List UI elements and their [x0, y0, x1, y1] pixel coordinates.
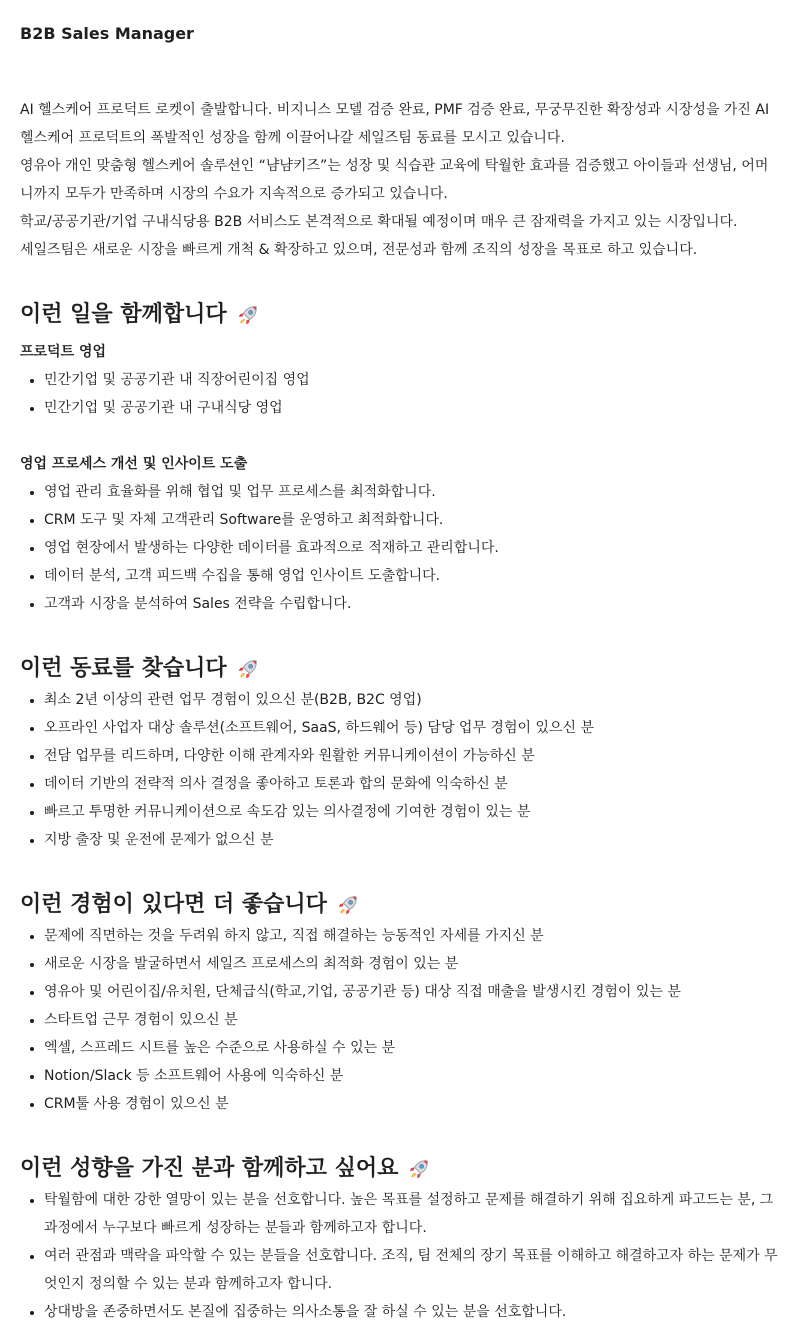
section-heading [20, 888, 780, 922]
list-item: 고객과 시장을 분석하여 Sales 전략을 수립합니다. [20, 590, 780, 618]
bullet-list [20, 366, 780, 422]
list-item: 전담 업무를 리드하며, 다양한 이해 관계자와 원활한 커뮤니케이션이 가능하신 분 [20, 742, 780, 770]
job-title: B2B Sales Manager [20, 24, 194, 43]
rocket-icon [235, 656, 261, 682]
list-item: 데이터 분석, 고객 피드백 수집을 통해 영업 인사이트 도출합니다. [20, 562, 780, 590]
intro-paragraph: 영유아 개인 맞춤형 헬스케어 솔루션인 “냠냠키즈”는 성장 및 식습관 교육에 탁월한 효과를 검증했고 아이들과 선생님, 어머니까지 모두가 만족하며 시장의 수요가 지속적으로 증가되고 있습니다. [20, 158, 769, 202]
bullet-list [20, 1186, 780, 1326]
intro-paragraph: 세일즈팀은 새로운 시장을 빠르게 개척 & 확장하고 있으며, 전문성과 함께 조직의 성장을 목표로 하고 있습니다. [20, 242, 698, 258]
list-item: CRM 도구 및 자체 고객관리 Software를 운영하고 최적화합니다. [20, 506, 780, 534]
intro-paragraph: 학교/공공기관/기업 구내식당용 B2B 서비스도 본격적으로 확대될 예정이며 매우 큰 잠재력을 가지고 있는 시장입니다. [20, 214, 738, 230]
list-item: 영업 현장에서 발생하는 다양한 데이터를 효과적으로 적재하고 관리합니다. [20, 534, 780, 562]
section-preferred [20, 888, 780, 1118]
section-heading [20, 1152, 780, 1186]
list-item: 엑셀, 스프레드 시트를 높은 수준으로 사용하실 수 있는 분 [20, 1034, 780, 1062]
list-item: 데이터 기반의 전략적 의사 결정을 좋아하고 토론과 합의 문화에 익숙하신 분 [20, 770, 780, 798]
rocket-icon [235, 302, 261, 328]
rocket-icon [335, 892, 361, 918]
section-heading [20, 652, 780, 686]
list-item: 빠르고 투명한 커뮤니케이션으로 속도감 있는 의사결정에 기여한 경험이 있는 분 [20, 798, 780, 826]
list-item: 영업 관리 효율화를 위해 협업 및 업무 프로세스를 최적화합니다. [20, 478, 780, 506]
list-item: 영유아 및 어린이집/유치원, 단체급식(학교,기업, 공공기관 등) 대상 직접 매출을 발생시킨 경험이 있는 분 [20, 978, 780, 1006]
intro [20, 96, 780, 264]
bullet-list [20, 478, 780, 618]
list-item: 문제에 직면하는 것을 두려워 하지 않고, 직접 해결하는 능동적인 자세를 가지신 분 [20, 922, 780, 950]
list-item: 새로운 시장을 발굴하면서 세일즈 프로세스의 최적화 경험이 있는 분 [20, 950, 780, 978]
list-item: 탁월함에 대한 강한 열망이 있는 분을 선호합니다. 높은 목표를 설정하고 문제를 해결하기 위해 집요하게 파고드는 분, 그 과정에서 누구보다 빠르게 성장하는 분들과 함께하고자 합니다. [20, 1186, 780, 1242]
sub-heading: 프로덕트 영업 [20, 344, 107, 360]
section-heading-text: 이런 일을 함께합니다 [20, 302, 227, 327]
list-item: 여러 관점과 맥락을 파악할 수 있는 분들을 선호합니다. 조직, 팀 전체의 장기 목표를 이해하고 해결하고자 하는 문제가 무엇인지 정의할 수 있는 분과 함께하고자 합니다. [20, 1242, 780, 1298]
section-traits [20, 1152, 780, 1326]
list-item: 오프라인 사업자 대상 솔루션(소프트웨어, SaaS, 하드웨어 등) 담당 업무 경험이 있으신 분 [20, 714, 780, 742]
intro-paragraph: AI 헬스케어 프로덕트 로켓이 출발합니다. 비지니스 모델 검증 완료, PMF 검증 완료, 무궁무진한 확장성과 시장성을 가진 AI 헬스케어 프로덕트의 폭발적인 성장을 함께 이끌어나갈 세일즈팀 동료를 모시고 있습니다. [20, 102, 770, 146]
list-item: 최소 2년 이상의 관련 업무 경험이 있으신 분(B2B, B2C 영업) [20, 686, 780, 714]
section-work [20, 298, 780, 618]
bullet-list [20, 922, 780, 1118]
section-requirements [20, 652, 780, 854]
list-item: 스타트업 근무 경험이 있으신 분 [20, 1006, 780, 1034]
section-heading [20, 298, 780, 332]
list-item: 지방 출장 및 운전에 문제가 없으신 분 [20, 826, 780, 854]
rocket-icon [406, 1156, 432, 1182]
list-item: Notion/Slack 등 소프트웨어 사용에 익숙하신 분 [20, 1062, 780, 1090]
section-heading-text: 이런 성향을 가진 분과 함께하고 싶어요 [20, 1156, 399, 1181]
list-item: 민간기업 및 공공기관 내 직장어린이집 영업 [20, 366, 780, 394]
section-heading-text: 이런 동료를 찾습니다 [20, 656, 227, 681]
list-item: 상대방을 존중하면서도 본질에 집중하는 의사소통을 잘 하실 수 있는 분을 선호합니다. [20, 1298, 780, 1326]
list-item: CRM툴 사용 경험이 있으신 분 [20, 1090, 780, 1118]
section-heading-text: 이런 경험이 있다면 더 좋습니다 [20, 892, 327, 917]
bullet-list [20, 686, 780, 854]
sub-heading: 영업 프로세스 개선 및 인사이트 도출 [20, 456, 248, 472]
list-item: 민간기업 및 공공기관 내 구내식당 영업 [20, 394, 780, 422]
